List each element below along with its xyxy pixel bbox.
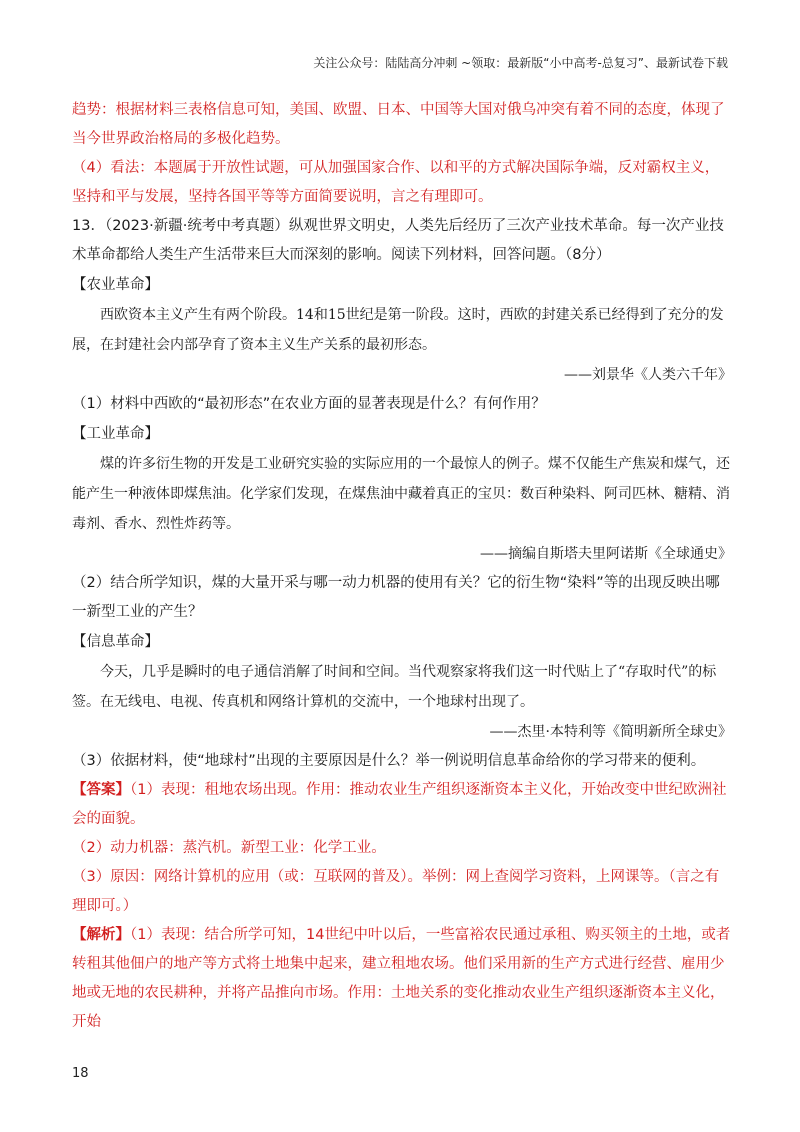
material-2-tag: 【工业革命】 [72,426,159,442]
sub-question-2: （2）结合所学知识，煤的大量开采与哪一动力机器的使用有关？它的衍生物“染料”等的出现反映出哪一新型工业的产生？ [72,575,720,620]
document-body [72,96,732,1037]
sub-question-3: （3）依据材料，使“地球村”出现的主要原因是什么？举一例说明信息革命给你的学习带来的便利。 [72,753,706,769]
analysis-1-text: （1）表现：结合所学可知，14世纪中叶以后，一些富裕农民通过承租、购买领主的土地，或者转租其他佃户的地产等方式将土地集中起来，建立租地农场。他们采用新的生产方式进行经营、雇用少地或无地的农民耕种，并将产品推向市场。作用：土地关系的变化推动农业生产组织逐渐资本主义化，开始 [72,927,731,1030]
material-3-tag: 【信息革命】 [72,634,159,650]
question-13-stem: 13．（2023·新疆·统考中考真题）纵观世界文明史，人类先后经历了三次产业技术革命。每一次产业技术革命都给人类生产生活带来巨大而深刻的影响。阅读下列材料，回答问题。（8分） [72,218,724,263]
analysis-label: 【解析】 [72,927,130,943]
answer-1-text: （1）表现：租地农场出现。作用：推动农业生产组织逐渐资本主义化，开始改变中世纪欧洲社会的面貌。 [72,782,727,827]
page-number: 18 [72,1066,89,1081]
material-1-source: ——刘景华《人类六千年》 [564,367,732,383]
material-1-text: 西欧资本主义产生有两个阶段。14和15世纪是第一阶段。这时，西欧的封建关系已经得到了充分的发展，在封建社会内部孕育了资本主义生产关系的最初形态。 [72,307,724,353]
material-2-text: 煤的许多衍生物的开发是工业研究实验的实际应用的一个最惊人的例子。煤不仅能生产焦炭和煤气，还能产生一种液体即煤焦油。化学家们发现，在煤焦油中藏着真正的宝贝：数百种染料、阿司匹林、糖精、消毒剂、香水、烈性炸药等。 [72,456,730,532]
prev-trend: 趋势：根据材料三表格信息可知，美国、欧盟、日本、中国等大国对俄乌冲突有着不同的态度，体现了当今世界政治格局的多极化趋势。 [72,102,725,147]
prev-view: （4）看法：本题属于开放性试题，可从加强国家合作、以和平的方式解决国际争端，反对霸权主义，坚持和平与发展，坚持各国平等等方面简要说明，言之有理即可。 [72,160,720,205]
analysis-1 [72,921,732,1037]
sub-question-1: （1）材料中西欧的“最初形态”在农业方面的显著表现是什么？有何作用？ [72,396,546,412]
material-3-text: 今天，几乎是瞬时的电子通信消解了时间和空间。当代观察家将我们这一时代贴上了“存取时代”的标签。在无线电、电视、传真机和网络计算机的交流中，一个地球村出现了。 [72,664,717,710]
answer-2: （2）动力机器：蒸汽机。新型工业：化学工业。 [72,840,386,856]
answer-3: （3）原因：网络计算机的应用（或：互联网的普及）。举例：网上查阅学习资料，上网课等。（言之有理即可。） [72,869,720,914]
material-2-source: ——摘编自斯塔夫里阿诺斯《全球通史》 [480,546,732,562]
header-note: 关注公众号：陆陆高分冲刺 ~领取：最新版“小中高考-总复习”、最新试卷下载 [313,56,728,70]
answer-1 [72,776,732,834]
answer-label: 【答案】 [72,782,130,798]
material-3-source: ——杰里·本特利等《简明新所全球史》 [489,724,732,740]
material-1-tag: 【农业革命】 [72,277,159,293]
